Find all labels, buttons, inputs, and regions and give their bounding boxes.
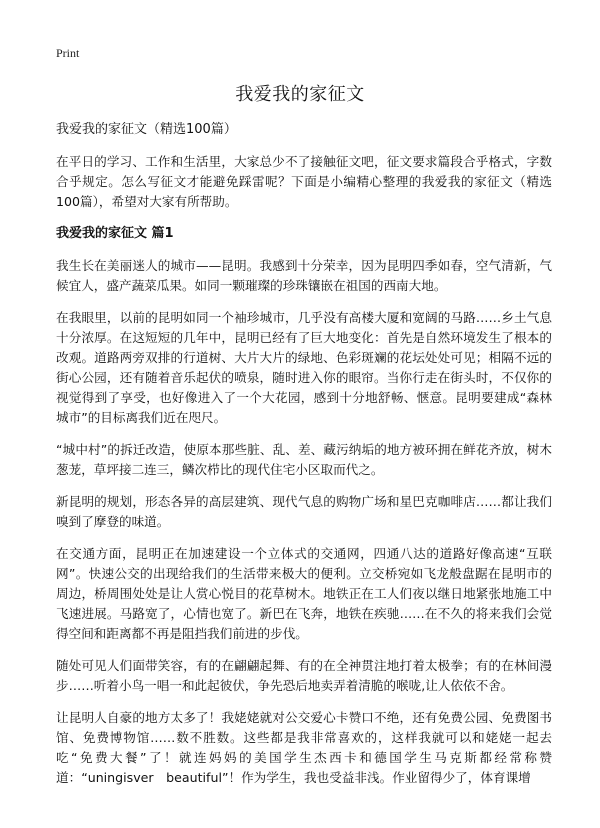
paragraph: “城中村”的拆迁改造，使原本那些脏、乱、差、藏污纳垢的地方被环拥在鲜花齐放，树木葱茏，草坪接二连三，鳞次栉比的现代住宅小区取而代之。	[56, 442, 552, 477]
section-heading: 我爱我的家征文 篇1	[56, 226, 174, 241]
paragraph: 在我眼里，以前的昆明如同一个袖珍城市，几乎没有高楼大厦和宽阔的马路……乡土气息十分浓厚。在这短短的几年中，昆明已经有了巨大地变化：首先是自然环境发生了根本的改观。道路两旁双排的行道树、大片大片的绿地、色彩斑斓的花坛处处可见；相隔不远的街心公园，还有随着音乐起伏的喷泉，随时进入你的眼帘。当你行走在街头时，不仅你的视觉得到了享受，也好像进入了一个大花园，感到十分地舒畅、惬意。昆明要建成“森林城市”的目标离我们近在咫尺。	[56, 310, 552, 425]
intro-paragraph: 在平日的学习、工作和生活里，大家总少不了接触征文吧，征文要求篇段合乎格式，字数合乎规定。怎么写征文才能避免踩雷呢？下面是小编精心整理的我爱我的家征文（精选100篇），希望对大家有所帮助。	[56, 154, 552, 209]
paragraph: 在交通方面，昆明正在加速建设一个立体式的交通网，四通八达的道路好像高速“互联网”。快速公交的出现给我们的生活带来极大的便利。立交桥宛如飞龙般盘踞在昆明市的周边，桥周围处处是让人赏心悦目的花草树木。地铁正在工人们夜以继日地紧张地施工中飞速进展。马路宽了，心情也宽了。新巴在飞奔，地铁在疾驰……在不久的将来我们会觉得空间和距离都不再是阻挡我们前进的步伐。	[56, 546, 552, 641]
article-body	[56, 120, 552, 800]
article-subtitle: 我爱我的家征文（精选100篇）	[56, 122, 237, 137]
paragraph: 我生长在美丽迷人的城市——昆明。我感到十分荣幸，因为昆明四季如春，空气清新，气候宜人，盛产蔬菜瓜果。如同一颗璀璨的珍珠镶嵌在祖国的西南大地。	[56, 258, 552, 293]
page-title: 我爱我的家征文	[235, 84, 365, 105]
paragraph: 让昆明人自豪的地方太多了！我姥姥就对公交爱心卡赞口不绝，还有免费公园、免费图书馆、免费博物馆……数不胜数。这些都是我非常喜欢的，这样我就可以和姥姥一起去吃“免费大餐”了！就连妈妈的美国学生杰西卡和德国学生马克斯都经常称赞道：“uningisver beautiful”！作为学生，我也受益非浅。作业留得少了，体育课增	[56, 710, 552, 785]
paragraph: 新昆明的规划，形态各异的高层建筑、现代气息的购物广场和星巴克咖啡店……都让我们嗅到了摩登的味道。	[56, 494, 552, 529]
print-link[interactable]: Print	[56, 46, 80, 60]
paragraph: 随处可见人们面带笑容，有的在翩翩起舞、有的在全神贯注地打着太极拳；有的在林间漫步……听着小鸟一唱一和此起彼伏，争先恐后地卖弄着清脆的喉咙,让人依依不舍。	[56, 658, 552, 693]
